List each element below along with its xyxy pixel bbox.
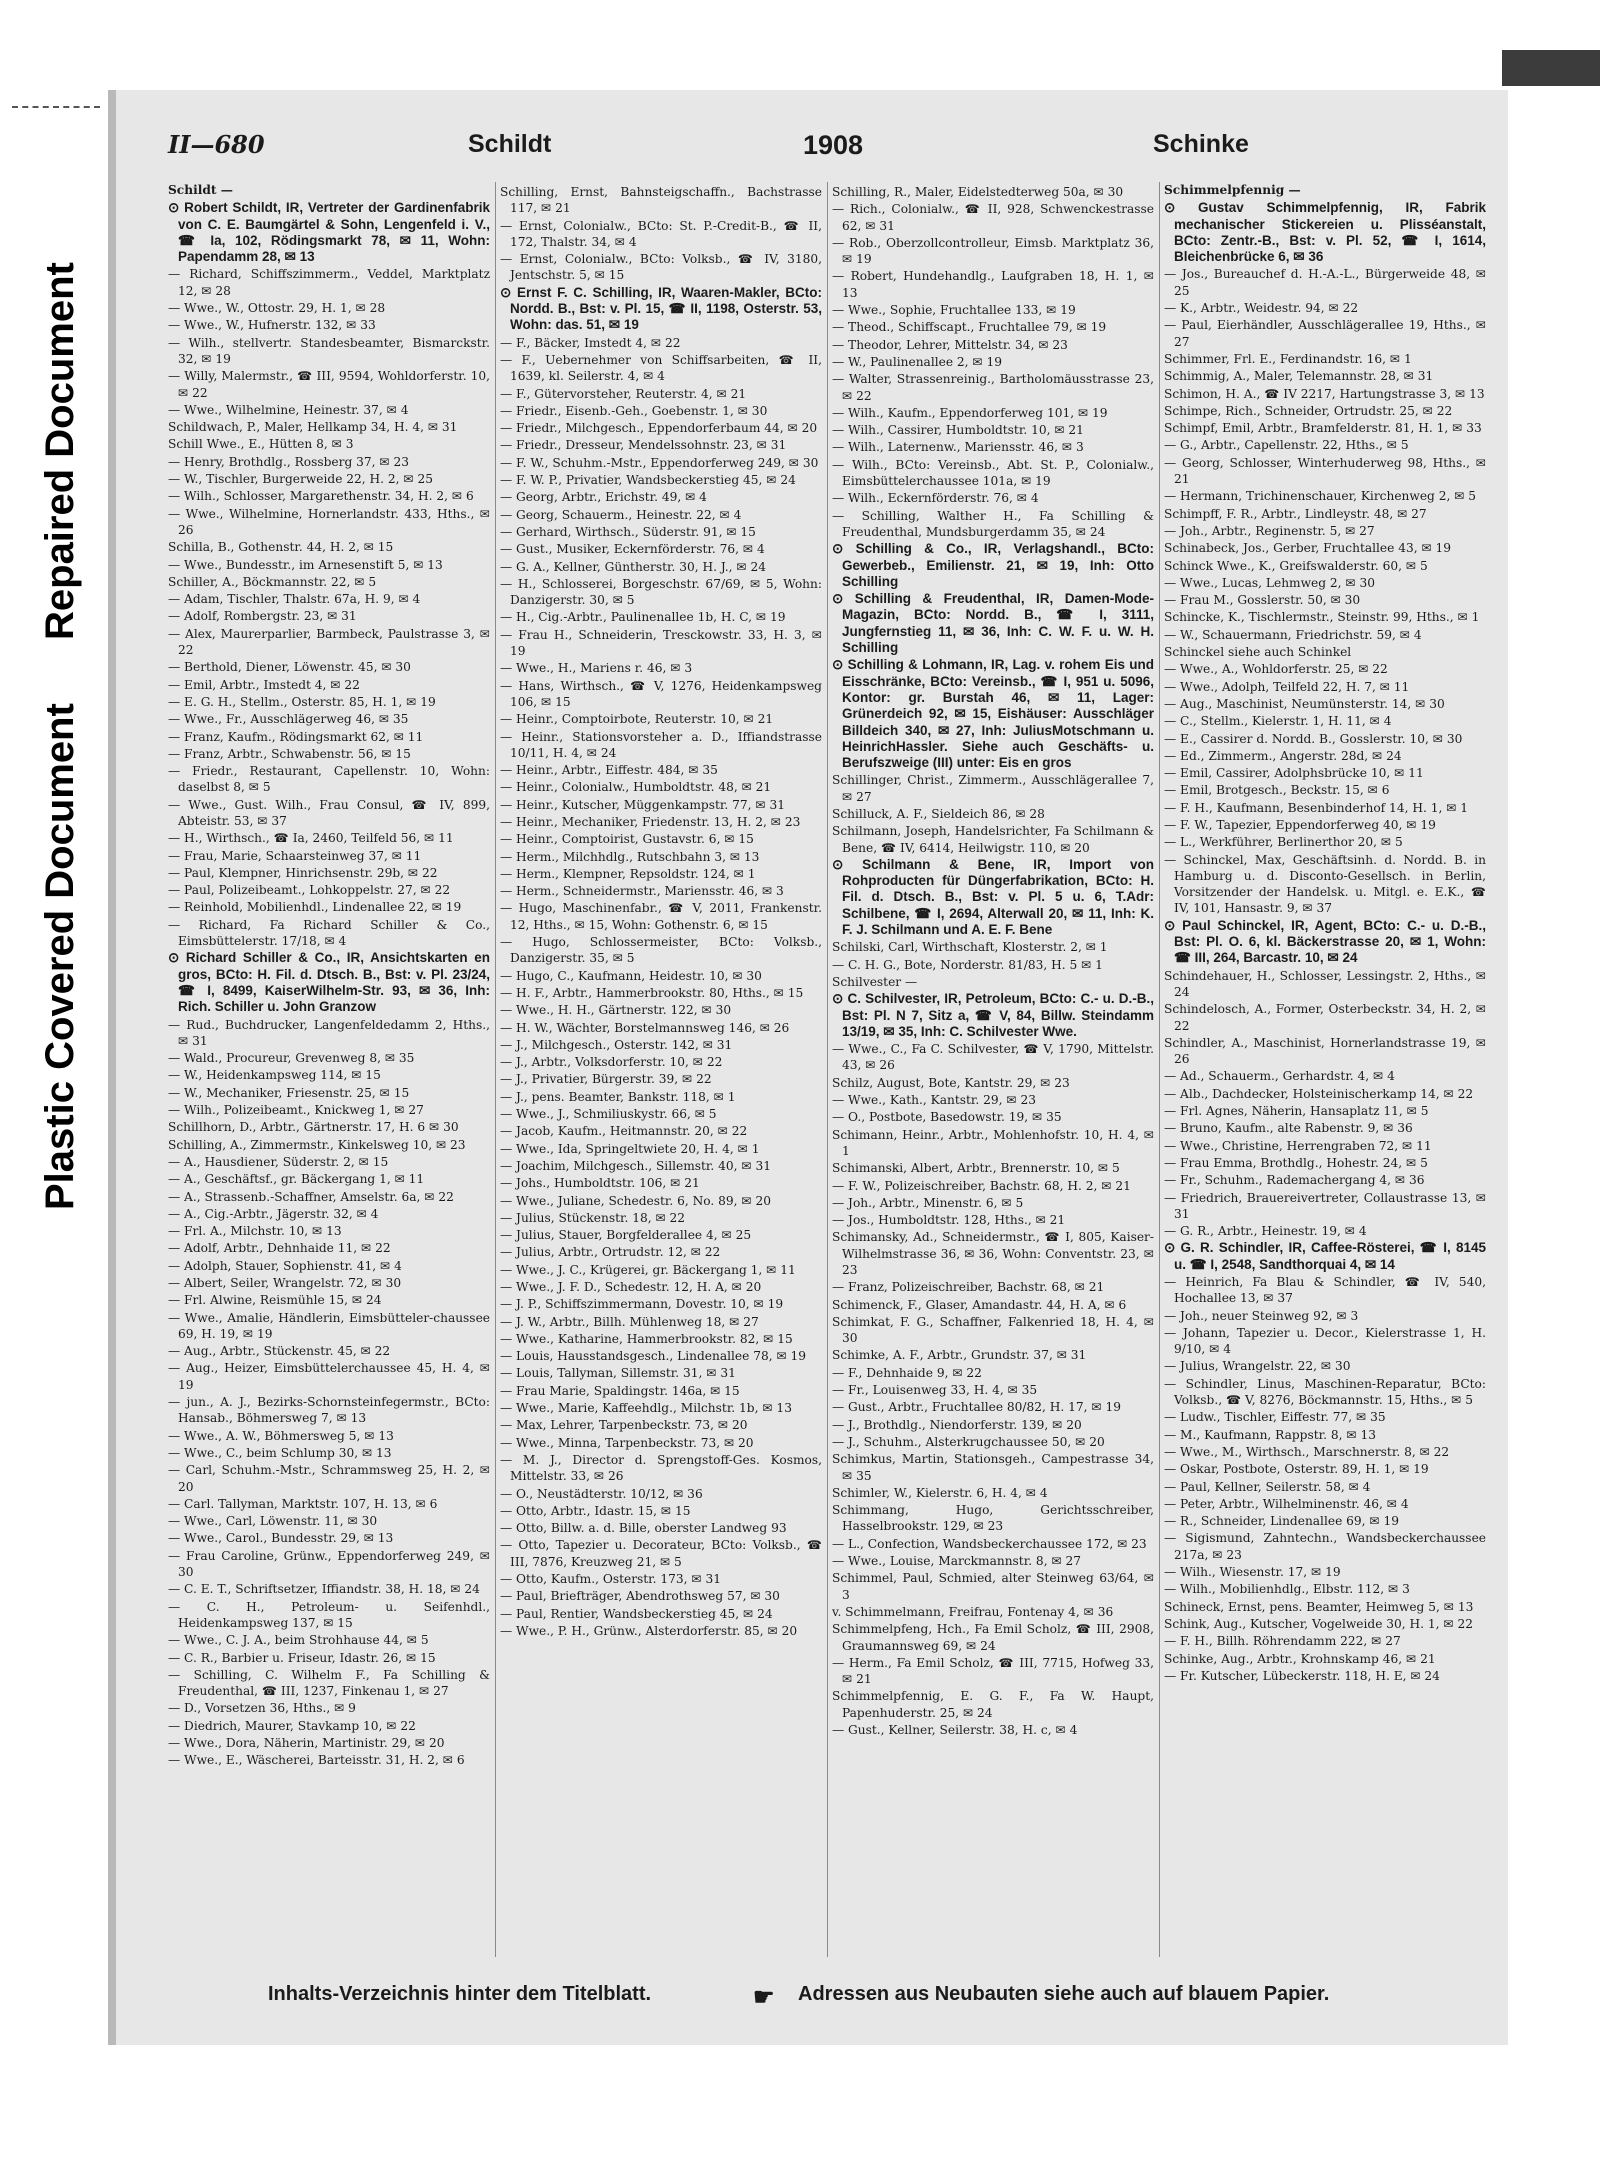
directory-entry: Schimon, H. A., ☎ IV 2217, Hartungstrasse 3, ✉ 13 (1164, 386, 1485, 401)
directory-entry: — Herm., Milchhdlg., Rutschbahn 3, ✉ 13 (500, 849, 760, 864)
last-entry-keyword: Schinke (1153, 130, 1249, 158)
directory-entry: — A., Strassenb.-Schaffner, Amselstr. 6a, ✉ 22 (168, 1189, 454, 1204)
directory-entry: — F. H., Kaufmann, Besenbinderhof 14, H. 1, ✉ 1 (1164, 800, 1469, 815)
directory-entry: — O., Postbote, Basedowstr. 19, ✉ 35 (832, 1110, 1062, 1125)
directory-entry: — W., Paulinenallee 2, ✉ 19 (832, 354, 1003, 369)
directory-entry: — Johann, Tapezier u. Decor., Kielerstrasse 1, H. 9/10, ✉ 4 (1164, 1325, 1486, 1357)
directory-entry: Schimann, Heinr., Arbtr., Mohlenhofstr. 10, H. 4, ✉ 1 (832, 1127, 1154, 1158)
directory-entry: — Joh., Arbtr., Reginenstr. 5, ✉ 27 (1164, 523, 1375, 538)
directory-entry: — Wwe., C., Fa C. Schilvester, ☎ V, 1790, Mittelstr. 43, ✉ 26 (832, 1042, 1154, 1073)
directory-entry: — Gust., Arbtr., Fruchtallee 80/82, H. 17, ✉ 19 (832, 1400, 1122, 1415)
directory-entry: — Reinhold, Mobilienhdl., Lindenallee 22, ✉ 19 (168, 900, 462, 915)
directory-entry: — Wilh., Wiesenstr. 17, ✉ 19 (1164, 1565, 1341, 1580)
directory-entry: — Richard, Schiffszimmerm., Veddel, Marktplatz 12, ✉ 28 (168, 267, 490, 298)
directory-page (108, 90, 1508, 2045)
page-number: II—680 (168, 130, 265, 159)
directory-entry: — Wwe., H. H., Gärtnerstr. 122, ✉ 30 (500, 1003, 732, 1018)
directory-entry: — Aug., Arbtr., Stückenstr. 45, ✉ 22 (168, 1344, 391, 1359)
directory-entry: — Wwe., W., Ottostr. 29, H. 1, ✉ 28 (168, 301, 386, 316)
directory-entry: — Adam, Tischler, Thalstr. 67a, H. 9, ✉ 4 (168, 592, 421, 607)
directory-entry: — Sigismund, Zahntechn., Wandsbeckerchaussee 217a, ✉ 23 (1164, 1531, 1486, 1562)
directory-entry: Schimmelpfennig, E. G. F., Fa W. Haupt, Papenhuderstr. 25, ✉ 24 (832, 1689, 1154, 1720)
directory-entry: — Friedr., Restaurant, Capellenstr. 10, Wohn: daselbst 8, ✉ 5 (168, 764, 490, 795)
directory-entry: — Schindler, Linus, Maschinen-Reparatur, BCto: Volksb., ☎ V, 8276, Böckmannstr. 15, Hths., ✉ 5 (1164, 1376, 1486, 1408)
directory-entry: — Richard, Fa Richard Schiller & Co., Eimsbüttelerstr. 17/18, ✉ 4 (168, 917, 490, 949)
directory-entry: — Wwe., Amalie, Händlerin, Eimsbütteler-chaussee 69, H. 19, ✉ 19 (168, 1310, 490, 1341)
directory-entry: — Paul, Eierhändler, Ausschlägerallee 19, Hths., ✉ 27 (1164, 318, 1486, 349)
directory-entry: Schiller, A., Böckmannstr. 22, ✉ 5 (168, 574, 377, 589)
directory-entry: — Ed., Zimmerm., Angerstr. 28d, ✉ 24 (1164, 748, 1402, 763)
column-divider (827, 182, 828, 1957)
directory-entry: — Wwe., P. H., Grünw., Alsterdorferstr. 85, ✉ 20 (500, 1623, 798, 1638)
directory-entry: — A., Hausdiener, Süderstr. 2, ✉ 15 (168, 1154, 389, 1169)
directory-entry: — Wilh., Mobilienhdlg., Elbstr. 112, ✉ 3 (1164, 1582, 1410, 1597)
directory-entry: — A., Cig.-Arbtr., Jägerstr. 32, ✉ 4 (168, 1206, 379, 1221)
directory-entry: — E., Cassirer d. Nordd. B., Gosslerstr. 10, ✉ 30 (1164, 731, 1463, 746)
directory-entry: — Emil, Cassirer, Adolphsbrücke 10, ✉ 11 (1164, 766, 1424, 781)
directory-entry: — Wwe., Katharine, Hammerbrookstr. 82, ✉ 15 (500, 1331, 793, 1346)
directory-entry: — F., Uebernehmer von Schiffsarbeiten, ☎ II, 1639, kl. Seilerstr. 4, ✉ 4 (500, 352, 822, 384)
directory-entry: Schilvester — (832, 974, 918, 989)
directory-entry: — Wilh., BCto: Vereinsb., Abt. St. P., Colonialw., Eimsbüttelerchaussee 101a, ✉ 19 (832, 457, 1154, 489)
directory-entry: ⊙ Robert Schildt, IR, Vertreter der Gardinenfabrik von C. E. Baumgärtel & Sohn, Lengenfeld i. V., ☎ Ia, 102, Rödingsmarkt 78, ✉ 11, Wohn: Papendamm 28, ✉ 13 (168, 200, 490, 265)
directory-entry: — Otto, Arbtr., Idastr. 15, ✉ 15 (500, 1503, 691, 1518)
directory-entry: — Schilling, Walther H., Fa Schilling & Freudenthal, Mundsburgerdamm 35, ✉ 24 (832, 508, 1154, 539)
directory-entry: — Friedr., Milchgesch., Eppendorferbaum 44, ✉ 20 (500, 421, 818, 436)
directory-entry: — Wwe., Gust. Wilh., Frau Consul, ☎ IV, 899, Abteistr. 53, ✉ 37 (168, 797, 490, 828)
directory-entry: — Wilh., Laternenw., Mariensstr. 46, ✉ 3 (832, 440, 1084, 455)
directory-entry: — R., Schneider, Lindenallee 69, ✉ 19 (1164, 1514, 1400, 1529)
directory-entry: — Gerhard, Wirthsch., Süderstr. 91, ✉ 15 (500, 524, 756, 539)
directory-entry: — Wwe., Wilhelmine, Heinestr. 37, ✉ 4 (168, 402, 409, 417)
footer-new-buildings-note: Adressen aus Neubauten siehe auch auf blauem Papier. (798, 1983, 1330, 2005)
directory-entry: — Georg, Arbtr., Erichstr. 49, ✉ 4 (500, 490, 707, 505)
directory-entry: Schimmel, Paul, Schmied, alter Steinweg 63/64, ✉ 3 (832, 1571, 1154, 1602)
directory-entry: — M. J., Director d. Sprengstoff-Ges. Kosmos, Mittelstr. 33, ✉ 26 (500, 1452, 822, 1484)
directory-entry: — Wwe., J. F. D., Schedestr. 12, H. A, ✉ 20 (500, 1280, 762, 1294)
directory-entry: — Hans, Wirthsch., ☎ V, 1276, Heidenkampsweg 106, ✉ 15 (500, 678, 822, 709)
directory-entry: — Frau Marie, Spaldingstr. 146a, ✉ 15 (500, 1383, 740, 1398)
directory-entry: — Franz, Arbtr., Schwabenstr. 56, ✉ 15 (168, 746, 411, 761)
directory-entry: Schimpf, Emil, Arbtr., Bramfelderstr. 81, H. 1, ✉ 33 (1164, 421, 1482, 436)
directory-entry: — Frl. A., Milchstr. 10, ✉ 13 (168, 1224, 342, 1239)
directory-entry: Schineck, Ernst, pens. Beamter, Heimweg 5, ✉ 13 (1164, 1599, 1474, 1614)
directory-entry: — Otto, Billw. a. d. Bille, oberster Landweg 93 (500, 1521, 787, 1536)
directory-entry: — Walter, Strassenreinig., Bartholomäusstrasse 23, ✉ 22 (832, 372, 1154, 403)
directory-entry: — Heinrich, Fa Blau & Schindler, ☎ IV, 540, Hochallee 13, ✉ 37 (1164, 1275, 1486, 1306)
directory-entry: — Georg, Schauerm., Heinestr. 22, ✉ 4 (500, 507, 742, 522)
directory-entry: — Wwe., C., beim Schlump 30, ✉ 13 (168, 1445, 392, 1460)
directory-entry: ⊙ Schilmann & Bene, IR, Import von Rohproducten für Düngerfabrikation, BCto: H. Fil. d. Dtsch. B., Bst: v. Pl. 5 u. 6, T.Adr: Schilbene, ☎ I, 2694, Alterwall 20, ✉ 11, Inh: K. F. J. Schilmann und A. E. F. Bene (832, 856, 1154, 938)
directory-entry: — Herm., Fa Emil Scholz, ☎ III, 7715, Hofweg 33, ✉ 21 (832, 1655, 1154, 1687)
directory-entry: Schindler, A., Maschinist, Hornerlandstrasse 19, ✉ 26 (1164, 1035, 1486, 1067)
directory-entry: — F., Dehnhaide 9, ✉ 22 (832, 1365, 982, 1380)
directory-entry: — Frau, Marie, Schaarsteinweg 37, ✉ 11 (168, 848, 422, 863)
directory-entry: — D., Vorsetzen 36, Hths., ✉ 9 (168, 1701, 356, 1716)
directory-entry: Schillhorn, D., Arbtr., Gärtnerstr. 17, H. 6 ✉ 30 (168, 1120, 459, 1135)
directory-entry: — Berthold, Diener, Löwenstr. 45, ✉ 30 (168, 660, 411, 675)
directory-entry: ⊙ Ernst F. C. Schilling, IR, Waaren-Makler, BCto: Nordd. B., Bst: v. Pl. 15, ☎ II, 1198, Osterstr. 53, Wohn: das. 51, ✉ 19 (500, 284, 822, 333)
directory-entry: — Hermann, Trichinenschauer, Kirchenweg 2, ✉ 5 (1164, 489, 1477, 504)
column-heading: Schildt — (168, 183, 233, 197)
directory-entry: — Wwe., Carl, Löwenstr. 11, ✉ 30 (168, 1514, 378, 1529)
directory-entry: — Friedr., Dresseur, Mendelssohnstr. 23, ✉ 31 (500, 438, 787, 453)
directory-entry: — Albert, Seiler, Wrangelstr. 72, ✉ 30 (168, 1276, 402, 1290)
directory-entry: — Paul, Briefträger, Abendrothsweg 57, ✉ 30 (500, 1589, 780, 1604)
directory-entry: Schimanski, Albert, Arbtr., Brennerstr. 10, ✉ 5 (832, 1161, 1120, 1176)
directory-entry: — W., Mechaniker, Friesenstr. 25, ✉ 15 (168, 1085, 410, 1100)
directory-columns (168, 182, 1488, 1957)
directory-entry: — Wilh., stellvertr. Standesbeamter, Bismarckstr. 32, ✉ 19 (168, 335, 490, 366)
directory-entry: — Joh., Arbtr., Minenstr. 6, ✉ 5 (832, 1195, 1024, 1210)
directory-entry: — J., Privatier, Bürgerstr. 39, ✉ 22 (500, 1072, 712, 1087)
plastic-covered-document-label: Plastic Covered Document (38, 703, 82, 1210)
directory-entry: — Otto, Kaufm., Osterstr. 173, ✉ 31 (500, 1572, 722, 1587)
directory-entry: v. Schimmelmann, Freifrau, Fontenay 4, ✉ 36 (832, 1604, 1114, 1619)
directory-entry: — Peter, Arbtr., Wilhelminenstr. 46, ✉ 4 (1164, 1496, 1409, 1511)
directory-entry: ⊙ G. R. Schindler, IR, Caffee-Rösterei, ☎ I, 8145 u. ☎ I, 2548, Sandthorquai 4, ✉ 14 (1164, 1240, 1486, 1272)
directory-entry: — G., Arbtr., Capellenstr. 22, Hths., ✉ 5 (1164, 438, 1409, 453)
directory-entry: — Wwe., M., Wirthsch., Marschnerstr. 8, ✉ 22 (1164, 1444, 1450, 1459)
directory-entry: Schindelosch, A., Former, Osterbeckstr. 34, H. 2, ✉ 22 (1164, 1002, 1486, 1033)
directory-entry: — Ad., Schauerm., Gerhardstr. 4, ✉ 4 (1164, 1069, 1395, 1084)
directory-entry: — Frl. Alwine, Reismühle 15, ✉ 24 (168, 1293, 382, 1308)
directory-entry: — Wilh., Polizeibeamt., Knickweg 1, ✉ 27 (168, 1103, 424, 1118)
directory-entry: — Otto, Tapezier u. Decorateur, BCto: Volksb., ☎ III, 7876, Kreuzweg 21, ✉ 5 (500, 1538, 822, 1569)
directory-entry: — F., Bäcker, Imstedt 4, ✉ 22 (500, 335, 681, 350)
page-header (168, 130, 1488, 170)
directory-entry: — Ernst, Colonialw., BCto: St. P.-Credit-B., ☎ II, 172, Thalstr. 34, ✉ 4 (500, 218, 822, 249)
directory-entry: — Adolf, Rombergstr. 23, ✉ 31 (168, 609, 357, 624)
directory-entry: Schinck Wwe., K., Greifswalderstr. 60, ✉ 5 (1164, 558, 1428, 573)
directory-entry: — J. P., Schiffszimmermann, Dovestr. 10, ✉ 19 (500, 1297, 784, 1312)
column-heading: Schimmelpfennig — (1164, 183, 1301, 197)
directory-entry: — Frau H., Schneiderin, Tresckowstr. 33, H. 3, ✉ 19 (500, 627, 822, 659)
directory-entry: — Herm., Klempner, Repsoldstr. 124, ✉ 1 (500, 866, 756, 881)
directory-entry: — Heinr., Mechaniker, Friedenstr. 13, H. 2, ✉ 23 (500, 814, 801, 829)
directory-entry: Schilling, Ernst, Bahnsteigschaffn., Bachstrasse 117, ✉ 21 (500, 185, 822, 216)
column-3 (832, 182, 1154, 1957)
scan-corner-shadow (1502, 50, 1600, 86)
directory-entry: — Julius, Stauer, Borgfelderallee 4, ✉ 25 (500, 1228, 752, 1243)
directory-entry: — Friedrich, Brauereivertreter, Collaustrasse 13, ✉ 31 (1164, 1190, 1486, 1221)
directory-entry: — Frau Emma, Brothdlg., Hohestr. 24, ✉ 5 (1164, 1155, 1428, 1170)
directory-entry: — Louis, Hausstandsgesch., Lindenallee 78, ✉ 19 (500, 1349, 807, 1364)
directory-entry: — Frau M., Gosslerstr. 50, ✉ 30 (1164, 593, 1361, 608)
column-2 (500, 182, 822, 1957)
page-binding-edge (108, 90, 116, 2045)
directory-entry: — Paul, Polizeibeamt., Lohkoppelstr. 27, ✉ 22 (168, 883, 451, 898)
directory-entry: — Hugo, Schlossermeister, BCto: Volksb., Danzigerstr. 35, ✉ 5 (500, 935, 822, 966)
directory-entry: — Heinr., Stationsvorsteher a. D., Iffiandstrasse 10/11, H. 4, ✉ 24 (500, 729, 822, 760)
directory-entry: — E. G. H., Stellm., Osterstr. 85, H. 1, ✉ 19 (168, 694, 436, 709)
directory-entry: — H., Cig.-Arbtr., Paulinenallee 1b, H. C, ✉ 19 (500, 610, 786, 625)
directory-entry: — Frau Caroline, Grünw., Eppendorferweg 249, ✉ 30 (168, 1548, 490, 1580)
directory-entry: — Frl. Agnes, Näherin, Hansaplatz 11, ✉ 5 (1164, 1104, 1429, 1119)
first-entry-keyword: Schildt (468, 130, 552, 158)
directory-entry: — Paul, Rentier, Wandsbeckerstieg 45, ✉ 24 (500, 1606, 773, 1621)
directory-entry: Schimler, W., Kielerstr. 6, H. 4, ✉ 4 (832, 1485, 1048, 1500)
repaired-document-label: Repaired Document (38, 262, 82, 640)
directory-entry: — Wwe., Wilhelmine, Hornerlandstr. 433, Hths., ✉ 26 (168, 506, 490, 537)
directory-entry: — Jacob, Kaufm., Heitmannstr. 20, ✉ 22 (500, 1124, 748, 1139)
directory-entry: — C. H. G., Bote, Norderstr. 81/83, H. 5 ✉ 1 (832, 957, 1103, 972)
directory-entry: — Ludw., Tischler, Eiffestr. 77, ✉ 35 (1164, 1410, 1386, 1425)
directory-entry: Schimmig, A., Maler, Telemannstr. 28, ✉ 31 (1164, 369, 1434, 384)
directory-entry: — Rob., Oberzollcontrolleur, Eimsb. Marktplatz 36, ✉ 19 (832, 235, 1154, 267)
directory-entry: — Henry, Brothdlg., Rossberg 37, ✉ 23 (168, 454, 409, 469)
directory-entry: Schilla, B., Gothenstr. 44, H. 2, ✉ 15 (168, 540, 394, 555)
directory-entry: — Wwe., Bundesstr., im Arnesenstift 5, ✉ 13 (168, 557, 443, 572)
directory-entry: — Wwe., Dora, Näherin, Martinistr. 29, ✉ 20 (168, 1736, 445, 1751)
directory-entry: Schink, Aug., Kutscher, Vogelweide 30, H. 1, ✉ 22 (1164, 1616, 1474, 1631)
directory-entry: — Wwe., A., Wohldorferstr. 25, ✉ 22 (1164, 662, 1388, 677)
directory-entry: — Wwe., C. J. A., beim Strohhause 44, ✉ 5 (168, 1633, 429, 1648)
directory-entry: ⊙ Schilling & Lohmann, IR, Lag. v. rohem Eis und Eisschränke, BCto: Vereinsb., ☎ I, 951 u. 5096, Kontor: gr. Burstah 46, ✉ 11, Lager: Grünerdeich 92, ✉ 15, Eishäuser: Ausschläger Billdeich 340, ✉ 27, Inh: JuliusMotschmann u. HeinrichHassler. Siehe auch Geschäfts- u. Berufszweige (III) unter: Eis en gros (832, 657, 1154, 771)
directory-entry: — Heinr., Arbtr., Eiffestr. 484, ✉ 35 (500, 763, 718, 778)
directory-entry: — Schilling, C. Wilhelm F., Fa Schilling & Freudenthal, ☎ III, 1237, Finkenau 1, ✉ 27 (168, 1667, 490, 1699)
directory-entry: Schilluck, A. F., Sieldeich 86, ✉ 28 (832, 806, 1045, 821)
directory-entry: — Wwe., J. C., Krügerei, gr. Bäckergang 1, ✉ 11 (500, 1262, 796, 1277)
directory-entry: Schinckel siehe auch Schinkel (1164, 645, 1352, 660)
directory-entry: Schilz, August, Bote, Kantstr. 29, ✉ 23 (832, 1075, 1070, 1090)
directory-entry: Schindehauer, H., Schlosser, Lessingstr. 2, Hths., ✉ 24 (1164, 968, 1486, 999)
directory-entry: — Wwe., Juliane, Schedestr. 6, No. 89, ✉ 20 (500, 1193, 771, 1208)
directory-entry: Schimkat, F. G., Schaffner, Falkenried 18, H. 4, ✉ 30 (832, 1314, 1154, 1346)
directory-entry: — Jos., Humboldtstr. 128, Hths., ✉ 21 (832, 1213, 1066, 1228)
directory-entry: — Fr. Kutscher, Lübeckerstr. 118, H. E, ✉ 24 (1164, 1668, 1440, 1683)
column-1 (168, 182, 490, 1957)
directory-entry: — A., Geschäftsf., gr. Bäckergang 1, ✉ 11 (168, 1172, 425, 1187)
column-4 (1164, 182, 1486, 1957)
directory-entry: — Wwe., A. W., Böhmersweg 5, ✉ 13 (168, 1428, 394, 1443)
footer-index-note: Inhalts-Verzeichnis hinter dem Titelblatt. (268, 1983, 652, 2005)
directory-entry: Schilmann, Joseph, Handelsrichter, Fa Schilmann & Bene, ☎ IV, 6414, Heilwigstr. 110, ✉ 20 (832, 824, 1154, 855)
directory-entry: — J. W., Arbtr., Billh. Mühlenweg 18, ✉ 27 (500, 1314, 759, 1329)
directory-entry: — G. R., Arbtr., Heinestr. 19, ✉ 4 (1164, 1224, 1367, 1239)
directory-entry: Schimenck, F., Glaser, Amandastr. 44, H. A, ✉ 6 (832, 1297, 1127, 1312)
directory-entry: — Heinr., Comptoirbote, Reuterstr. 10, ✉ 21 (500, 712, 774, 727)
directory-entry: — Aug., Heizer, Eimsbüttelerchaussee 45, H. 4, ✉ 19 (168, 1361, 490, 1392)
directory-entry: — Herm., Schneidermstr., Mariensstr. 46, ✉ 3 (500, 884, 784, 899)
directory-entry: — Georg, Schlosser, Winterhuderweg 98, Hths., ✉ 21 (1164, 455, 1486, 487)
directory-entry: — Wwe., Kath., Kantstr. 29, ✉ 23 (832, 1093, 1036, 1108)
directory-entry: — M., Kaufmann, Rappstr. 8, ✉ 13 (1164, 1427, 1376, 1442)
directory-entry: — Heinr., Colonialw., Humboldtstr. 48, ✉ 21 (500, 780, 772, 795)
directory-entry: — Friedr., Eisenb.-Geh., Goebenstr. 1, ✉ 30 (500, 403, 768, 418)
directory-entry: — Max, Lehrer, Tarpenbeckstr. 73, ✉ 20 (500, 1418, 748, 1433)
directory-entry: — H., Schlosserei, Borgeschstr. 67/69, ✉ 5, Wohn: Danzigerstr. 30, ✉ 5 (500, 576, 822, 608)
directory-entry: — Hugo, Maschinenfabr., ☎ V, 2011, Frankenstr. 12, Hths., ✉ 15, Wohn: Gothenstr. 6, ✉ 15 (500, 901, 822, 932)
directory-entry: — Wwe., Marie, Kaffeehdlg., Milchstr. 1b, ✉ 13 (500, 1401, 792, 1416)
directory-entry: Schilski, Carl, Wirthschaft, Klosterstr. 2, ✉ 1 (832, 940, 1108, 955)
directory-entry: — Paul, Klempner, Hinrichsenstr. 29b, ✉ 22 (168, 865, 438, 880)
directory-entry: — Diedrich, Maurer, Stavkamp 10, ✉ 22 (168, 1718, 416, 1733)
directory-entry: — Joachim, Milchgesch., Sillemstr. 40, ✉ 31 (500, 1158, 771, 1173)
directory-entry: — Wilh., Eckernförderstr. 76, ✉ 4 (832, 491, 1039, 506)
directory-entry: — Louis, Tallyman, Sillemstr. 31, ✉ 31 (500, 1366, 736, 1381)
directory-entry: — Johs., Humboldtstr. 106, ✉ 21 (500, 1176, 700, 1191)
directory-entry: Schimmelpfeng, Hch., Fa Emil Scholz, ☎ III, 2908, Graumannsweg 69, ✉ 24 (832, 1622, 1154, 1653)
directory-entry: — W., Schauermann, Friedrichstr. 59, ✉ 4 (1164, 627, 1422, 642)
directory-entry: — Carl, Schuhm.-Mstr., Schrammsweg 25, H. 2, ✉ 20 (168, 1463, 490, 1494)
directory-entry: — Wald., Procureur, Grevenweg 8, ✉ 35 (168, 1051, 415, 1066)
directory-entry: — H. W., Wächter, Borstelmannsweg 146, ✉ 26 (500, 1020, 790, 1035)
directory-entry: — C. E. T., Schriftsetzer, Iffiandstr. 38, H. 18, ✉ 24 (168, 1582, 480, 1597)
directory-entry: — C. H., Petroleum- u. Seifenhdl., Heidenkampsweg 137, ✉ 15 (168, 1599, 490, 1630)
directory-entry: ⊙ Paul Schinckel, IR, Agent, BCto: C.- u. D.-B., Bst: Pl. O. 6, kl. Bäckerstrasse 20, ✉ 1, Wohn: ☎ III, 264, Barcastr. 10, ✉ 24 (1164, 917, 1486, 966)
directory-entry: — F. W. P., Privatier, Wandsbeckerstieg 45, ✉ 24 (500, 473, 796, 488)
directory-entry: ⊙ Richard Schiller & Co., IR, Ansichtskarten en gros, BCto: H. Fil. d. Dtsch. B., Bst: v. Pl. 23/24, ☎ I, 8499, KaiserWilhelm-Str. 93, ✉ 36, Inh: Rich. Schiller u. John Granzow (168, 950, 490, 1015)
directory-entry: — G. A., Kellner, Güntherstr. 30, H. J., ✉ 24 (500, 559, 767, 574)
directory-entry: Schimkus, Martin, Stationsgeh., Campestrasse 34, ✉ 35 (832, 1452, 1154, 1483)
directory-entry: — J., pens. Beamter, Bankstr. 118, ✉ 1 (500, 1089, 736, 1104)
directory-entry: ⊙ Gustav Schimmelpfennig, IR, Fabrik mechanischer Stickereien u. Plisséanstalt, BCto: Zentr.-B., Bst: v. Pl. 52, ☎ I, 1614, Bleichenbrücke 6, ✉ 36 (1164, 200, 1486, 265)
directory-entry: — O., Neustädterstr. 10/12, ✉ 36 (500, 1486, 703, 1501)
directory-entry: — Heinr., Comptoirist, Gustavstr. 6, ✉ 15 (500, 832, 754, 847)
directory-entry: — Wwe., W., Hufnerstr. 132, ✉ 33 (168, 318, 376, 333)
directory-entry: — Robert, Hundehandlg., Laufgraben 18, H. 1, ✉ 13 (832, 269, 1154, 300)
directory-entry: — Gust., Musiker, Eckernförderstr. 76, ✉ 4 (500, 542, 765, 557)
directory-entry: — Joh., neuer Steinweg 92, ✉ 3 (1164, 1308, 1359, 1323)
directory-entry: ⊙ Schilling & Freudenthal, IR, Damen-Mode-Magazin, BCto: Nordd. B., ☎ I, 3111, Jungfernstieg 11, ✉ 36, Inh: C. W. F. u. W. H. Schilling (832, 591, 1154, 656)
directory-entry: — Rud., Buchdrucker, Langenfeldedamm 2, Hths., ✉ 31 (168, 1017, 490, 1048)
directory-entry: — F. W., Schuhm.-Mstr., Eppendorferweg 249, ✉ 30 (500, 455, 819, 470)
directory-entry: — J., Brothdlg., Niendorferstr. 139, ✉ 20 (832, 1417, 1082, 1432)
directory-entry: — J., Arbtr., Volksdorferstr. 10, ✉ 22 (500, 1055, 723, 1070)
directory-entry: — Carl. Tallyman, Marktstr. 107, H. 13, ✉ 6 (168, 1496, 438, 1511)
directory-entry: — Theod., Schiffscapt., Fruchtallee 79, ✉ 19 (832, 320, 1107, 335)
directory-entry: — Fr., Louisenweg 33, H. 4, ✉ 35 (832, 1383, 1038, 1398)
directory-entry: — Aug., Maschinist, Neumünsterstr. 14, ✉ 30 (1164, 696, 1445, 711)
directory-entry: — Wwe., Christine, Herrengraben 72, ✉ 11 (1164, 1138, 1432, 1153)
directory-year: 1908 (803, 130, 864, 160)
directory-entry: — Paul, Kellner, Seilerstr. 58, ✉ 4 (1164, 1479, 1371, 1494)
pointing-hand-icon: ☛ (753, 1984, 775, 2011)
directory-entry: — Wilh., Schlosser, Margarethenstr. 34, H. 2, ✉ 6 (168, 489, 474, 504)
directory-entry: — K., Arbtr., Weidestr. 94, ✉ 22 (1164, 301, 1359, 316)
directory-entry: — Wwe., Adolph, Teilfeld 22, H. 7, ✉ 11 (1164, 679, 1410, 694)
directory-entry: Schimpff, F. R., Arbtr., Lindleystr. 48, ✉ 27 (1164, 506, 1427, 521)
directory-entry: — Wwe., Ida, Springeltwiete 20, H. 4, ✉ 1 (500, 1141, 760, 1156)
directory-entry: — Jos., Bureauchef d. H.-A.-L., Bürgerweide 48, ✉ 25 (1164, 267, 1486, 298)
directory-entry: — Wwe., Carol., Bundesstr. 29, ✉ 13 (168, 1531, 394, 1546)
directory-entry: Schillinger, Christ., Zimmerm., Ausschlägerallee 7, ✉ 27 (832, 773, 1154, 804)
directory-entry: — Emil, Brotgesch., Beckstr. 15, ✉ 6 (1164, 783, 1390, 798)
page-footer (168, 1983, 1488, 2013)
directory-entry: — F. W., Polizeischreiber, Bachstr. 68, H. 2, ✉ 21 (832, 1178, 1131, 1193)
directory-entry: Schill Wwe., E., Hütten 8, ✉ 3 (168, 437, 354, 452)
directory-entry: — Julius, Stückenstr. 18, ✉ 22 (500, 1210, 686, 1225)
directory-entry: Schimmang, Hugo, Gerichtsschreiber, Hasselbrookstr. 129, ✉ 23 (832, 1503, 1154, 1534)
directory-entry: ⊙ Schilling & Co., IR, Verlagshandl., BCto: Gewerbeb., Emilienstr. 21, ✉ 19, Inh: Otto Schilling (832, 541, 1154, 589)
directory-entry: — Adolph, Stauer, Sophienstr. 41, ✉ 4 (168, 1258, 402, 1273)
directory-entry: — W., Heidenkampsweg 114, ✉ 15 (168, 1068, 381, 1083)
directory-entry: — H., Wirthsch., ☎ Ia, 2460, Teilfeld 56, ✉ 11 (168, 831, 454, 846)
directory-entry: — Wwe., Lucas, Lehmweg 2, ✉ 30 (1164, 575, 1376, 590)
directory-entry: — Wilh., Cassirer, Humboldtstr. 10, ✉ 21 (832, 423, 1084, 438)
directory-entry: — Hugo, C., Kaufmann, Heidestr. 10, ✉ 30 (500, 968, 762, 983)
directory-entry: — Emil, Arbtr., Imstedt 4, ✉ 22 (168, 677, 360, 692)
directory-entry: — Wwe., J., Schmiliuskystr. 66, ✉ 5 (500, 1107, 717, 1122)
directory-entry: Schilling, R., Maler, Eidelstedterweg 50a, ✉ 30 (832, 185, 1124, 199)
directory-entry: — Wwe., Fr., Ausschlägerweg 46, ✉ 35 (168, 712, 409, 727)
directory-entry: — L., Werkführer, Berlinerthor 20, ✉ 5 (1164, 835, 1403, 850)
directory-entry: — Bruno, Kaufm., alte Rabenstr. 9, ✉ 36 (1164, 1121, 1413, 1136)
directory-entry: — Fr., Schuhm., Rademachergang 4, ✉ 36 (1164, 1173, 1425, 1188)
directory-entry: — Theodor, Lehrer, Mittelstr. 34, ✉ 23 (832, 337, 1068, 352)
directory-entry: Schinke, Aug., Arbtr., Krohnskamp 46, ✉ 21 (1164, 1651, 1436, 1666)
directory-entry: — Gust., Kellner, Seilerstr. 38, H. c, ✉ 4 (832, 1723, 1078, 1738)
directory-entry: — Schinckel, Max, Geschäftsinh. d. Nordd. B. in Hamburg u. d. Disconto-Gesellsch. in Berlin, Vorsitzender der Handelsk. u. Mitgl. e. E.K., ☎ IV, 101, Hansastr. 9, ✉ 37 (1164, 852, 1486, 916)
directory-entry: — Wwe., Sophie, Fruchtallee 133, ✉ 19 (832, 303, 1076, 318)
directory-entry: — jun., A. J., Bezirks-Schornsteinfegermstr., BCto: Hansab., Böhmersweg 7, ✉ 13 (168, 1395, 490, 1426)
directory-entry: — Julius, Wrangelstr. 22, ✉ 30 (1164, 1359, 1351, 1374)
directory-entry: — Wwe., Louise, Marckmannstr. 8, ✉ 27 (832, 1554, 1082, 1569)
dashed-marker-line (12, 106, 100, 108)
directory-entry: Schincke, K., Tischlermstr., Steinstr. 99, Hths., ✉ 1 (1164, 610, 1480, 625)
directory-entry: Schilling, A., Zimmermstr., Kinkelsweg 10, ✉ 23 (168, 1137, 466, 1152)
directory-entry: — L., Confection, Wandsbeckerchaussee 172, ✉ 23 (832, 1536, 1147, 1551)
directory-entry: — Adolf, Arbtr., Dehnhaide 11, ✉ 22 (168, 1241, 391, 1256)
directory-entry: Schimmer, Frl. E., Ferdinandstr. 16, ✉ 1 (1164, 351, 1412, 366)
column-divider (1159, 182, 1160, 1957)
directory-entry: — Franz, Polizeischreiber, Bachstr. 68, ✉ 21 (832, 1280, 1105, 1295)
directory-entry: — Alex, Maurerparlier, Barmbeck, Paulstrasse 3, ✉ 22 (168, 626, 490, 658)
directory-entry: Schimansky, Ad., Schneidermstr., ☎ I, 805, Kaiser-Wilhelmstrasse 36, ✉ 36, Wohn: Conventstr. 23, ✉ 23 (832, 1230, 1154, 1277)
directory-entry: — Wilh., Kaufm., Eppendorferweg 101, ✉ 19 (832, 405, 1108, 420)
directory-entry: — F. H., Billh. Röhrendamm 222, ✉ 27 (1164, 1634, 1401, 1649)
directory-entry: — C., Stellm., Kielerstr. 1, H. 11, ✉ 4 (1164, 714, 1392, 729)
directory-entry: — Ernst, Colonialw., BCto: Volksb., ☎ IV, 3180, Jentschstr. 5, ✉ 15 (500, 252, 822, 283)
directory-entry: — H. F., Arbtr., Hammerbrookstr. 80, Hths., ✉ 15 (500, 985, 804, 1000)
directory-entry: — Oskar, Postbote, Osterstr. 89, H. 1, ✉ 19 (1164, 1462, 1429, 1477)
directory-entry: — Heinr., Kutscher, Müggenkampstr. 77, ✉ 31 (500, 797, 785, 812)
directory-entry: — J., Schuhm., Alsterkrugchaussee 50, ✉ 20 (832, 1434, 1105, 1449)
directory-entry: Schimpe, Rich., Schneider, Ortrudstr. 25, ✉ 22 (1164, 403, 1453, 418)
column-divider (495, 182, 496, 1957)
directory-entry: Schinabeck, Jos., Gerber, Fruchtallee 43, ✉ 19 (1164, 541, 1452, 556)
directory-entry: — J., Milchgesch., Osterstr. 142, ✉ 31 (500, 1037, 733, 1052)
directory-entry: — W., Tischler, Burgerweide 22, H. 2, ✉ 25 (168, 472, 434, 487)
directory-entry: — F. W., Tapezier, Eppendorferweg 40, ✉ 19 (1164, 817, 1436, 832)
directory-entry: — F., Gütervorsteher, Reuterstr. 4, ✉ 21 (500, 386, 747, 401)
directory-entry: — Rich., Colonialw., ☎ II, 928, Schwenckestrasse 62, ✉ 31 (832, 202, 1154, 233)
directory-entry: — Franz, Kaufm., Rödingsmarkt 62, ✉ 11 (168, 729, 424, 744)
directory-entry: Schildwach, P., Maler, Hellkamp 34, H. 4, ✉ 31 (168, 420, 458, 435)
directory-entry: Schimke, A. F., Arbtr., Grundstr. 37, ✉ 31 (832, 1348, 1087, 1363)
directory-entry: — Wwe., E., Wäscherei, Barteisstr. 31, H. 2, ✉ 6 (168, 1753, 465, 1768)
directory-entry: — Wwe., H., Mariens r. 46, ✉ 3 (500, 661, 693, 676)
directory-entry: — Willy, Malermstr., ☎ III, 9594, Wohldorferstr. 10, ✉ 22 (168, 369, 490, 400)
directory-entry: — Wwe., Minna, Tarpenbeckstr. 73, ✉ 20 (500, 1435, 754, 1450)
directory-entry: — Alb., Dachdecker, Holsteinischerkamp 14, ✉ 22 (1164, 1086, 1474, 1101)
directory-entry: — C. R., Barbier u. Friseur, Idastr. 26, ✉ 15 (168, 1650, 436, 1665)
directory-entry: ⊙ C. Schilvester, IR, Petroleum, BCto: C.- u. D.-B., Bst: Pl. N 7, Sitz a, ☎ V, 84, Billw. Steindamm 13/19, ✉ 35, Inh: C. Schilvester Wwe. (832, 991, 1154, 1039)
directory-entry: — Julius, Arbtr., Ortrudstr. 12, ✉ 22 (500, 1245, 721, 1260)
